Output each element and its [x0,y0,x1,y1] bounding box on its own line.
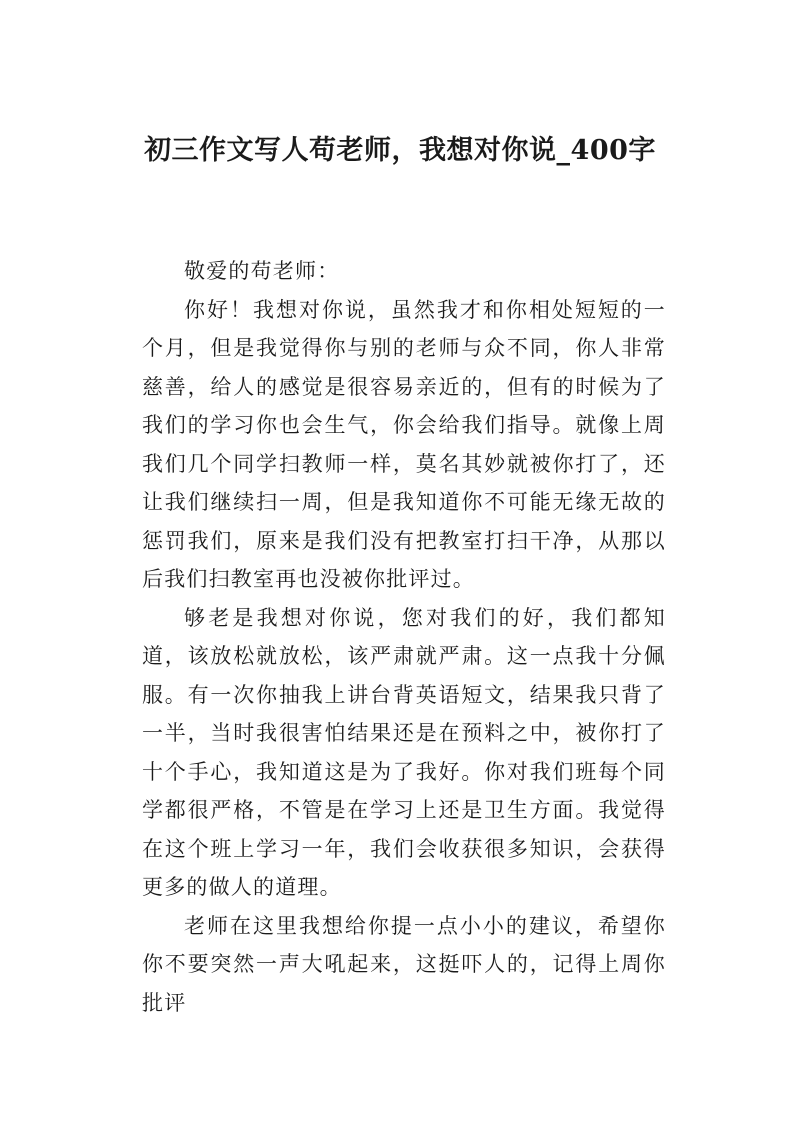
salutation: 敬爱的苟老师： [184,259,340,283]
document-title: 初三作文写人苟老师，我想对你说_400字 [144,135,656,167]
document-body [142,252,666,1022]
paragraph-2: 够老是我想对你说，您对我们的好，我们都知道，该放松就放松，该严肃就严肃。这一点我十分佩服。有一次你抽我上讲台背英语短文，结果我只背了一半，当时我很害怕结果还是在预料之中，被你打了十个手心，我知道这是为了我好。你对我们班每个同学都很严格，不管是在学习上还是卫生方面。我觉得在这个班上学习一年，我们会收获很多知识，会获得更多的做人的道理。 [142,605,666,899]
paragraph-1: 你好！我想对你说，虽然我才和你相处短短的一个月，但是我觉得你与别的老师与众不同，你人非常慈善，给人的感觉是很容易亲近的，但有的时候为了我们的学习你也会生气，你会给我们指导。就像上周我们几个同学扫教师一样，莫名其妙就被你打了，还让我们继续扫一周，但是我知道你不可能无缘无故的惩罚我们，原来是我们没有把教室打扫干净，从那以后我们扫教室再也没被你批评过。 [142,297,666,591]
paragraph-3: 老师在这里我想给你提一点小小的建议，希望你你不要突然一声大吼起来，这挺吓人的，记得上周你批评 [142,913,666,1015]
